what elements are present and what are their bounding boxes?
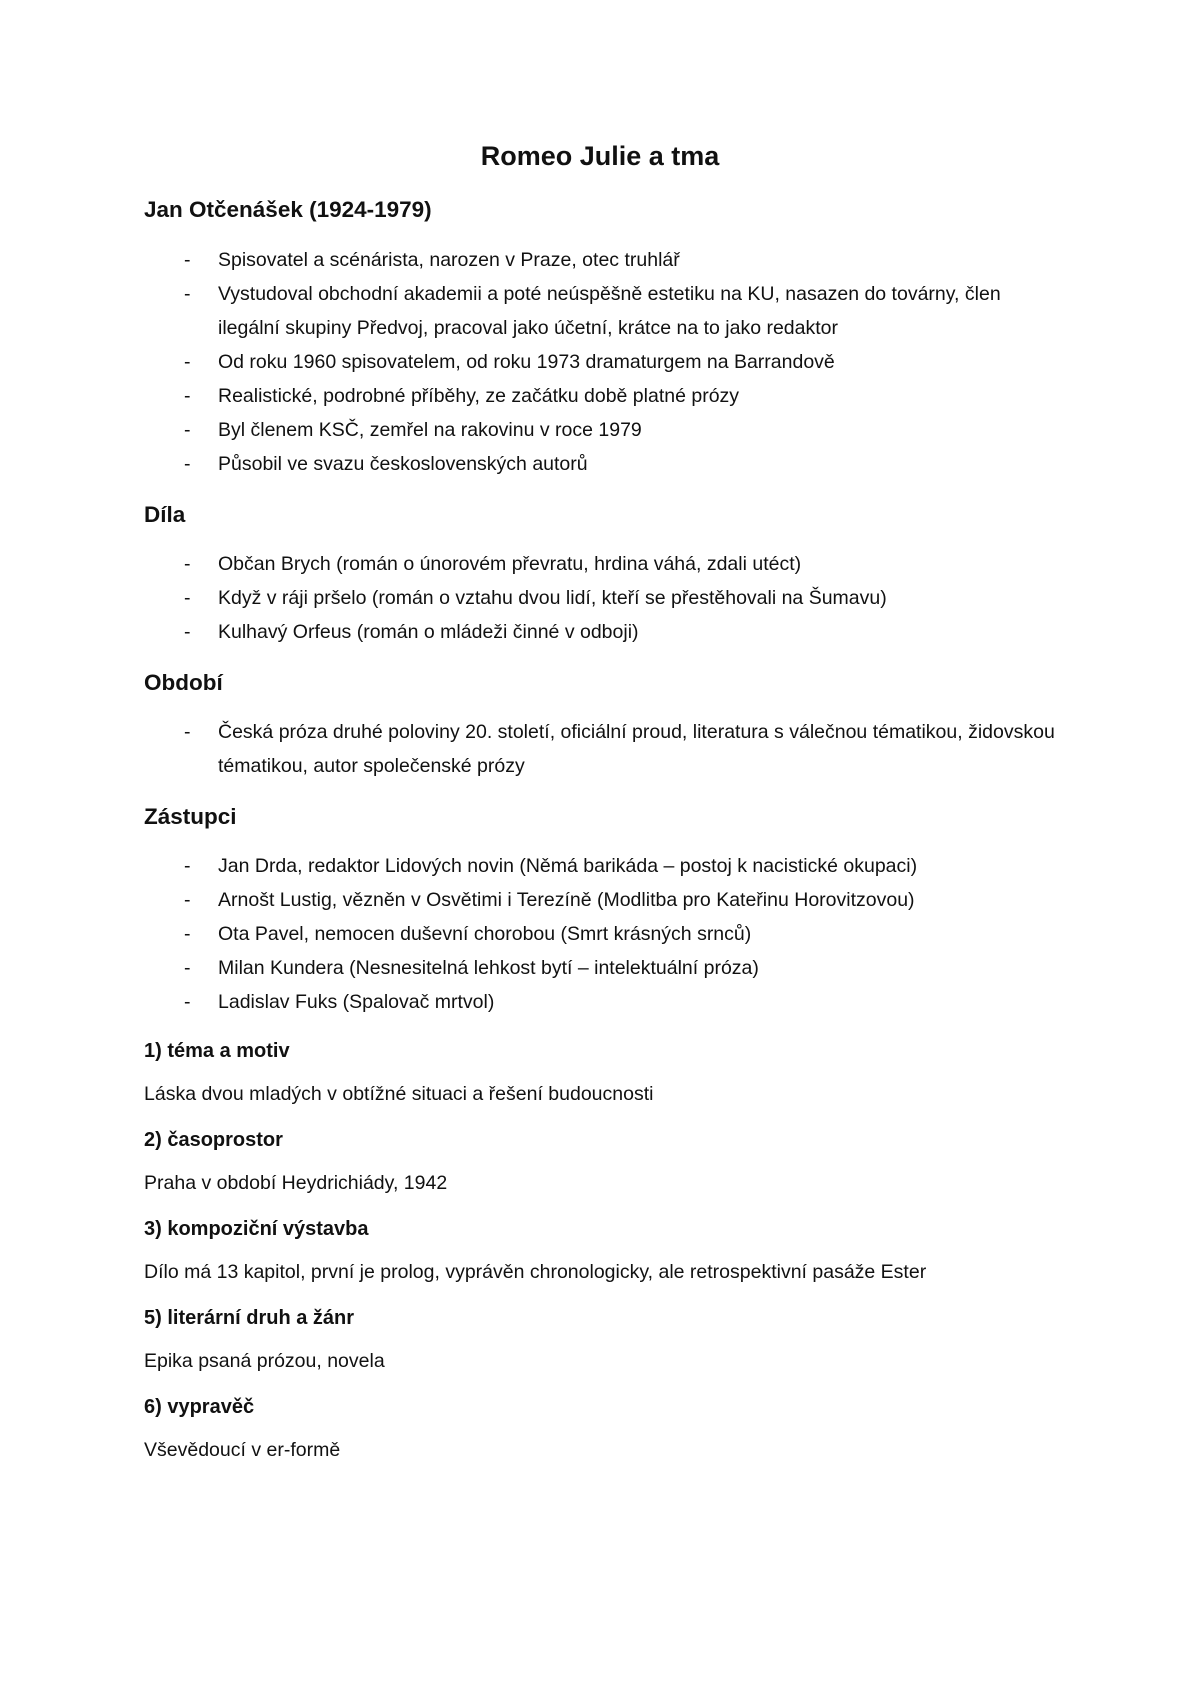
works-heading: Díla [144, 501, 186, 527]
list-item: - Arnošt Lustig, vězněn v Osvětimi i Terezíně (Modlitba pro Kateřinu Horovitzovou) [144, 883, 1056, 917]
analysis-text-theme: Láska dvou mladých v obtížné situaci a řešení budoucnosti [144, 1082, 654, 1105]
list-item: - Jan Drda, redaktor Lidových novin (Němá barikáda – postoj k nacistické okupaci) [144, 849, 1056, 883]
analysis-heading-composition: 3) kompoziční výstavba [144, 1217, 369, 1240]
list-item: - Působil ve svazu československých autorů [144, 447, 1056, 481]
document-body [144, 140, 1056, 1484]
list-item: - Když v ráji pršelo (román o vztahu dvou lidí, kteří se přestěhovali na Šumavu) [144, 581, 1056, 615]
list-item: - Od roku 1960 spisovatelem, od roku 1973 dramaturgem na Barrandově [144, 345, 1056, 379]
author-heading: Jan Otčenášek (1924-1979) [144, 197, 432, 223]
analysis-text-setting: Praha v období Heydrichiády, 1942 [144, 1171, 448, 1194]
period-list [144, 715, 1056, 783]
works-list [144, 547, 1056, 649]
list-item: - Spisovatel a scénárista, narozen v Praze, otec truhlář [144, 243, 1056, 277]
representatives-heading: Zástupci [144, 803, 237, 829]
list-item: - Vystudoval obchodní akademii a poté neúspěšně estetiku na KU, nasazen do továrny, člen ilegální skupiny Předvoj, pracoval jako účetní, krátce na to jako redaktor [144, 277, 1056, 345]
representatives-list [144, 849, 1056, 1019]
analysis-heading-genre: 5) literární druh a žánr [144, 1306, 355, 1329]
analysis-heading-setting: 2) časoprostor [144, 1128, 283, 1151]
analysis-heading-theme: 1) téma a motiv [144, 1039, 290, 1062]
analysis-text-narrator: Vševědoucí v er-formě [144, 1438, 341, 1461]
list-item: - Ota Pavel, nemocen duševní chorobou (Smrt krásných srnců) [144, 917, 1056, 951]
period-heading: Období [144, 669, 223, 695]
list-item: - Ladislav Fuks (Spalovač mrtvol) [144, 985, 1056, 1019]
list-item: - Kulhavý Orfeus (román o mládeži činné v odboji) [144, 615, 1056, 649]
document-title: Romeo Julie a tma [480, 141, 720, 171]
list-item: - Milan Kundera (Nesnesitelná lehkost bytí – intelektuální próza) [144, 951, 1056, 985]
list-item: - Realistické, podrobné příběhy, ze začátku době platné prózy [144, 379, 1056, 413]
author-list [144, 243, 1056, 481]
list-item: - Česká próza druhé poloviny 20. století, oficiální proud, literatura s válečnou tématikou, židovskou tématikou, autor společenské prózy [144, 715, 1056, 783]
list-item: - Občan Brych (román o únorovém převratu, hrdina váhá, zdali utéct) [144, 547, 1056, 581]
analysis-heading-narrator: 6) vypravěč [144, 1395, 255, 1418]
analysis-text-composition: Dílo má 13 kapitol, první je prolog, vyprávěn chronologicky, ale retrospektivní pasáže Ester [144, 1260, 927, 1283]
list-item: - Byl členem KSČ, zemřel na rakovinu v roce 1979 [144, 413, 1056, 447]
analysis-text-genre: Epika psaná prózou, novela [144, 1349, 385, 1372]
